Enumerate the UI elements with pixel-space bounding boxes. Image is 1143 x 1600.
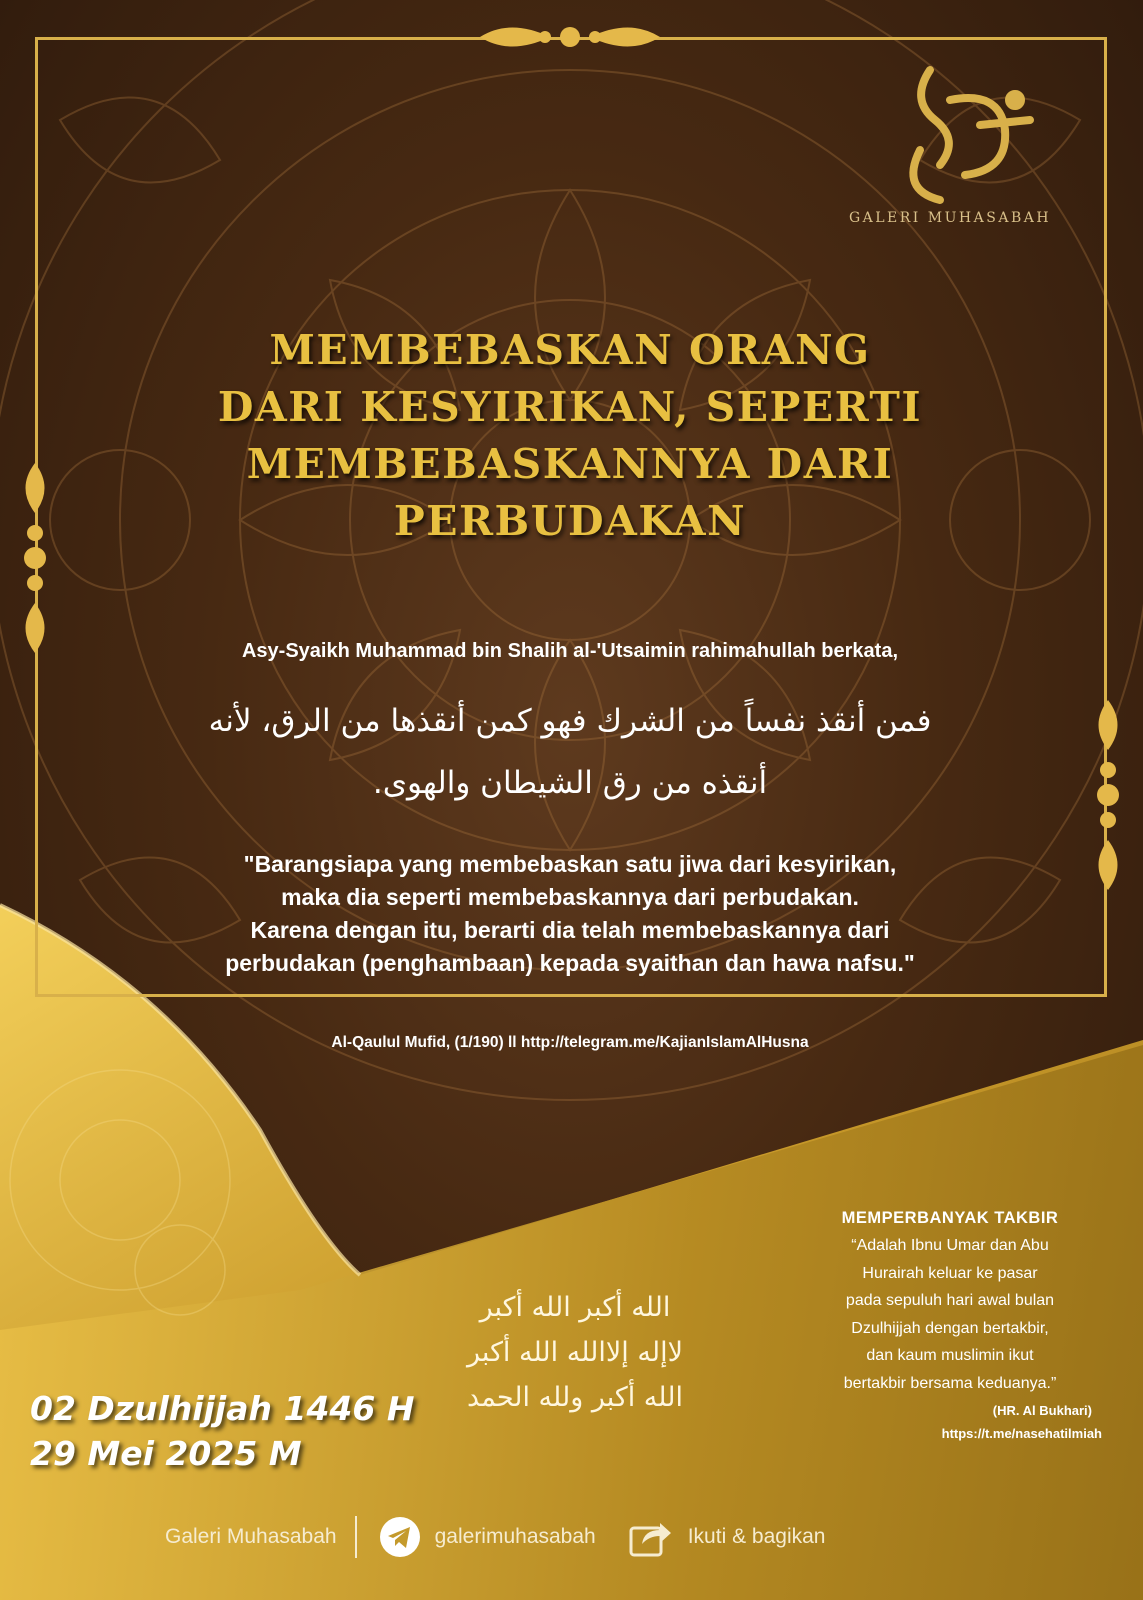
arabic-line: أنقذه من رق الشيطان والهوى. — [372, 765, 768, 801]
arabic-quote — [150, 690, 990, 814]
translation-line: "Barangsiapa yang membebaskan satu jiwa dari kesyirikan, — [243, 851, 897, 877]
side-note-link[interactable]: https://t.me/nasehatilmiah — [941, 1426, 1102, 1441]
logo-text: GALERI MUHASABAH — [848, 210, 1052, 226]
takbir-line: الله أكبر الله أكبر — [479, 1292, 671, 1323]
side-note-reference: (HR. Al Bukhari) — [992, 1403, 1092, 1418]
date-hijri: 02 Dzulhijjah 1446 H — [30, 1389, 415, 1428]
takbir-arabic — [430, 1285, 720, 1420]
title-line: MEMBEBASKAN ORANG — [269, 326, 871, 374]
side-note-line: “Adalah Ibnu Umar dan Abu — [851, 1237, 1049, 1254]
floral-ornament-top — [470, 18, 670, 56]
side-note-line: bertakbir bersama keduanya.” — [843, 1374, 1057, 1392]
side-note-line: dan kaum muslimin ikut — [866, 1347, 1034, 1364]
floral-ornament-left — [14, 463, 56, 653]
footer-handle[interactable]: galerimuhasabah — [434, 1525, 596, 1548]
translation-line: maka dia seperti membebaskannya dari perbudakan. — [281, 884, 859, 910]
footer-divider — [355, 1516, 357, 1558]
side-note — [790, 1209, 1110, 1441]
page-title — [150, 322, 990, 550]
date-masehi: 29 Mei 2025 M — [30, 1434, 302, 1473]
translation-text — [120, 848, 1020, 980]
footer-cta[interactable]: Ikuti & bagikan — [687, 1525, 826, 1548]
source-reference: Al-Qaulul Mufid, (1/190) ll http://telegram.me/KajianIslamAlHusna — [331, 1034, 809, 1051]
translation-line: Karena dengan itu, berarti dia telah membebaskannya dari — [250, 917, 890, 943]
floral-ornament-right — [1087, 700, 1129, 890]
footer-brand: Galeri Muhasabah — [165, 1525, 337, 1548]
date-block — [30, 1386, 450, 1476]
side-note-line: Hurairah keluar ke pasar — [862, 1264, 1038, 1282]
side-note-line: Dzulhijjah dengan bertakbir, — [851, 1319, 1049, 1337]
title-line: DARI KESYIRIKAN, SEPERTI — [217, 383, 923, 431]
logo-calligraphy-icon — [890, 60, 1040, 210]
title-line: MEMBEBASKANNYA DARI — [246, 440, 894, 488]
takbir-line: الله أكبر ولله الحمد — [467, 1382, 683, 1413]
takbir-line: لاإله إلاالله الله أكبر — [467, 1337, 683, 1368]
intro-text: Asy-Syaikh Muhammad bin Shalih al-'Utsaimin rahimahullah berkata, — [241, 640, 899, 662]
translation-line: perbudakan (penghambaan) kepada syaithan dan hawa nafsu." — [225, 950, 915, 976]
telegram-icon[interactable] — [379, 1516, 421, 1558]
share-icon[interactable] — [628, 1516, 674, 1558]
arabic-line: فمن أنقذ نفساً من الشرك فهو كمن أنقذها من الرق، لأنه — [208, 703, 932, 739]
side-note-title: MEMPERBANYAK TAKBIR — [841, 1209, 1059, 1227]
title-line: PERBUDAKAN — [393, 497, 747, 545]
footer — [165, 1510, 825, 1564]
side-note-line: pada sepuluh hari awal bulan — [845, 1292, 1055, 1309]
